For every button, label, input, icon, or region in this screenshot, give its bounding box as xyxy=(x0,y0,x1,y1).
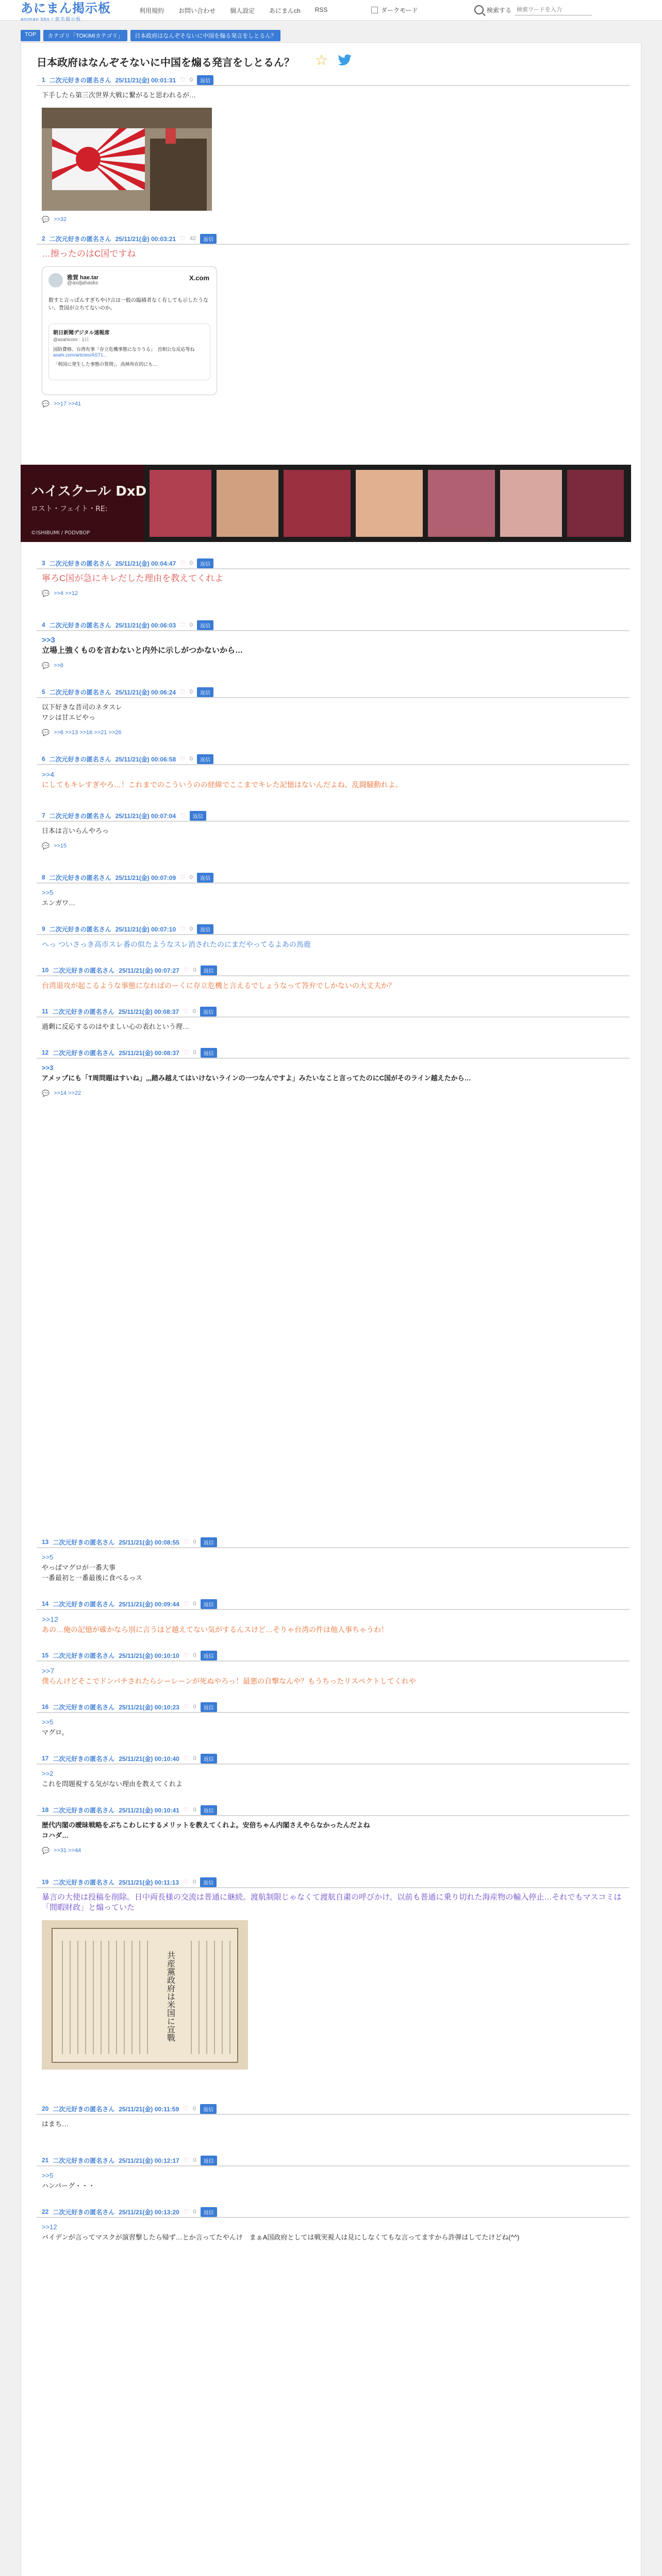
post-body xyxy=(37,1713,630,1742)
post-number[interactable]: 6 xyxy=(42,755,45,762)
post-body xyxy=(37,1765,630,1793)
post-header xyxy=(37,1047,630,1059)
post-author: 二次元好きの匿名さん xyxy=(49,621,111,629)
quoted-link[interactable]: asahi.com/articles/AST1... xyxy=(53,352,107,358)
post-text: 僕らんけどそこでドンパチされたらシーレーンが死ぬやろっ！最悪の自撃なんや？もうちったリスペクトしてくれや xyxy=(42,1677,416,1685)
nav-animanch[interactable]: あにまんch xyxy=(269,7,301,14)
quoted-handle: @asahicom · 1日 xyxy=(53,337,89,342)
ad-subtitle: ロスト・フェイト・RE: xyxy=(31,505,108,513)
dark-mode-toggle[interactable] xyxy=(371,6,418,14)
post-header xyxy=(37,558,630,569)
post-author: 二次元好きの匿名さん xyxy=(53,1806,115,1814)
post-17 xyxy=(37,1753,630,1793)
post-number[interactable]: 12 xyxy=(42,1049,49,1056)
post-body xyxy=(37,884,630,912)
post-date: 25/11/21(金) 00:06:03 xyxy=(115,621,176,629)
post-16 xyxy=(37,1702,630,1742)
post-text: ハンバーグ・・・ xyxy=(42,2182,95,2190)
post-body xyxy=(37,2218,630,2247)
post-body: 以下好きな昔司のネタスレ ワシは甘エビやっ xyxy=(42,703,123,721)
post-author: 二次元好きの匿名さん xyxy=(53,2208,115,2216)
heart-icon[interactable]: ♡ xyxy=(183,1600,189,1607)
heart-icon[interactable]: ♡ xyxy=(183,1538,189,1546)
quoted-tweet[interactable] xyxy=(48,324,210,380)
post-body xyxy=(37,2166,630,2195)
post-anchor[interactable]: >>2 xyxy=(42,1770,54,1777)
post-text: やっぱマグロが一番大事 一番最初と一番最後に食べるっス xyxy=(42,1564,143,1582)
post-header xyxy=(37,2104,630,2115)
heart-icon[interactable]: ♡ xyxy=(180,755,186,762)
like-count: 0 xyxy=(189,689,193,695)
post-author: 二次元好きの匿名さん xyxy=(53,967,115,974)
post-date: 25/11/21(金) 00:11:13 xyxy=(119,1878,179,1886)
like-count: 0 xyxy=(193,967,196,973)
post-12 xyxy=(37,1047,630,1099)
post-image[interactable] xyxy=(42,108,212,211)
ad-credit: ©ISHIBUMI / PODVBOP xyxy=(31,530,90,536)
post-author: 二次元好きの匿名さん xyxy=(49,812,111,820)
post-body: 過剰に反応するのはやましい心の表れという理… xyxy=(42,1023,190,1030)
post-number[interactable]: 8 xyxy=(42,874,45,881)
like-count: 0 xyxy=(189,560,193,566)
post-number[interactable]: 20 xyxy=(42,2105,49,2112)
post-body: 台湾退攻が起こるような事態になればのーくに存立危機と言えるでしょうなって答弁でしかないの大丈夫か？ xyxy=(42,981,395,990)
post-number[interactable]: 17 xyxy=(42,1755,49,1762)
reply-button[interactable]: 返信 xyxy=(197,620,213,630)
heart-icon[interactable]: ♡ xyxy=(183,1806,189,1814)
heart-icon[interactable]: ♡ xyxy=(183,2208,189,2215)
quoted-user: 朝日新聞デジタル速報席 xyxy=(53,330,110,336)
post-anchor[interactable]: >>3 xyxy=(42,636,55,645)
reply-button[interactable]: 返信 xyxy=(201,965,217,975)
post-date: 25/11/21(金) 00:10:40 xyxy=(119,1755,179,1762)
avatar xyxy=(48,273,63,287)
post-number[interactable]: 9 xyxy=(42,925,45,933)
post-date: 25/11/21(金) 00:06:58 xyxy=(115,755,176,763)
quoted-text-2: 「利国に発生した事態の質問」、高林所在的にも… xyxy=(53,362,158,367)
reply-button[interactable]: 返信 xyxy=(201,1754,217,1764)
post-number[interactable]: 13 xyxy=(42,1538,49,1546)
chat-icon: 💬 xyxy=(42,1847,49,1854)
post-author: 二次元好きの匿名さん xyxy=(53,1703,115,1711)
reply-links[interactable]: >>8 xyxy=(53,663,63,669)
heart-icon[interactable]: ♡ xyxy=(180,688,186,696)
post-header xyxy=(37,810,630,822)
search-icon[interactable] xyxy=(474,5,484,14)
like-count: 0 xyxy=(193,1755,196,1761)
like-count: 0 xyxy=(192,1879,196,1885)
like-count: 0 xyxy=(193,2209,196,2215)
post-header xyxy=(37,1702,630,1713)
post-anchor[interactable]: >>7 xyxy=(42,1667,55,1675)
post-anchor[interactable]: >>5 xyxy=(42,1718,54,1726)
reply-button[interactable]: 返信 xyxy=(197,873,213,883)
post-date: 25/11/21(金) 00:10:10 xyxy=(119,1652,179,1659)
reply-button[interactable]: 返信 xyxy=(201,1805,217,1815)
post-number[interactable]: 14 xyxy=(42,1600,49,1607)
post-anchor[interactable]: >>5 xyxy=(42,1553,54,1561)
thread-container xyxy=(21,42,641,2576)
post-text: あの…俺の記憶が確かなら別に言うほど越えてない気がするんスけど…そりゃ台湾の件は他人事ちゃうわ！ xyxy=(42,1625,388,1634)
post-header xyxy=(37,924,630,935)
like-count: 0 xyxy=(189,756,193,762)
reply-references xyxy=(37,588,630,599)
reply-links[interactable]: >>4 >>12 xyxy=(53,590,78,597)
post-11 xyxy=(37,1006,630,1036)
post-author: 二次元好きの匿名さん xyxy=(49,76,111,84)
like-count: 0 xyxy=(192,2106,196,2112)
like-count: 0 xyxy=(189,926,193,932)
post-date: 25/11/21(金) 00:07:10 xyxy=(115,925,176,933)
post-text: アメップにも「T周問題はすいね」,,,踏み越えてはいけないラインの一つなんですよ」みたいなこと言ってたのにC国がそのライン越えたから… xyxy=(42,1074,471,1082)
quoted-text: 国防費格、台湾有事「存立危機事態になりうる」 首相公な反応等ね xyxy=(53,347,195,352)
post-author: 二次元好きの匿名さん xyxy=(53,2105,115,2113)
post-author: 二次元好きの匿名さん xyxy=(49,755,111,763)
site-header xyxy=(0,0,662,21)
post-14 xyxy=(37,1599,630,1639)
post-header xyxy=(37,1650,630,1662)
reply-links[interactable]: >>31 >>44 xyxy=(53,1848,81,1854)
post-number[interactable]: 4 xyxy=(42,621,45,629)
reply-button[interactable]: 返信 xyxy=(200,1007,217,1016)
post-number[interactable]: 22 xyxy=(42,2208,49,2215)
post-header xyxy=(37,1753,630,1765)
post-author: 二次元好きの匿名さん xyxy=(49,560,111,567)
post-date: 25/11/21(金) 00:13:20 xyxy=(119,2208,179,2216)
post-author: 二次元好きの匿名さん xyxy=(53,1878,115,1886)
post-anchor[interactable]: >>5 xyxy=(42,889,54,896)
nav-contact[interactable]: お問い合わせ xyxy=(178,7,216,14)
heart-icon[interactable]: ♡ xyxy=(183,1878,189,1886)
reply-button[interactable]: 返信 xyxy=(201,2156,217,2165)
ad-banner[interactable] xyxy=(21,465,631,542)
embedded-tweet[interactable] xyxy=(42,266,217,395)
reply-button[interactable]: 返信 xyxy=(197,558,213,568)
reply-links[interactable]: >>32 xyxy=(53,216,67,223)
post-body: 日本は言いらんやろっ xyxy=(42,827,109,835)
post-date: 25/11/21(金) 00:11:59 xyxy=(119,2105,179,2113)
heart-icon[interactable]: ♡ xyxy=(180,621,186,629)
post-7 xyxy=(37,810,630,852)
chat-icon: 💬 xyxy=(42,842,49,850)
breadcrumb-category[interactable]: カテゴリ「TOKIMIカテゴリ」 xyxy=(43,30,127,41)
post-1 xyxy=(37,75,630,225)
reply-button[interactable]: 返信 xyxy=(197,687,213,697)
heart-icon[interactable]: ♡ xyxy=(180,235,186,242)
nav-rss[interactable]: RSS xyxy=(315,6,328,13)
post-date: 25/11/21(金) 00:07:27 xyxy=(119,967,179,974)
post-body: 歴代内閣の曖昧戦略をぶちこわしにするメリットを教えてくれよ。安倍ちゃん内閣さえやらなかったんだよね コハダ… xyxy=(42,1821,370,1839)
chat-icon: 💬 xyxy=(42,400,49,408)
like-count: 0 xyxy=(193,1049,196,1056)
post-header xyxy=(37,75,630,86)
reply-references xyxy=(37,1088,630,1099)
post-header xyxy=(37,233,630,245)
post-3 xyxy=(37,558,630,599)
reply-button[interactable]: 返信 xyxy=(190,811,206,821)
heart-icon[interactable]: ♡ xyxy=(183,1008,189,1015)
heart-icon[interactable]: ♡ xyxy=(183,1652,189,1659)
post-date: 25/11/21(金) 00:07:09 xyxy=(115,874,176,882)
post-author: 二次元好きの匿名さん xyxy=(53,1600,115,1608)
site-logo[interactable] xyxy=(21,2,111,22)
post-header xyxy=(37,2155,630,2166)
search-area xyxy=(474,4,592,15)
chat-icon: 💬 xyxy=(42,662,49,669)
post-13 xyxy=(37,1537,630,1587)
favorite-star-icon[interactable]: ☆ xyxy=(315,52,328,68)
post-number[interactable]: 19 xyxy=(42,1878,49,1886)
nav-settings[interactable]: 個人設定 xyxy=(230,7,255,14)
reply-references xyxy=(37,840,630,852)
post-author: 二次元好きの匿名さん xyxy=(49,874,111,882)
post-body xyxy=(37,1662,630,1690)
post-header xyxy=(37,1877,630,1888)
post-20 xyxy=(37,2104,630,2133)
post-image[interactable] xyxy=(42,1920,248,2070)
logo-text: あにまん掲示板 xyxy=(21,2,111,15)
dark-mode-label: ダークモード xyxy=(381,7,418,14)
reply-button[interactable]: 返信 xyxy=(201,1702,217,1712)
post-10 xyxy=(37,965,630,995)
post-date: 25/11/21(金) 00:10:23 xyxy=(119,1703,179,1711)
ad-banner-art xyxy=(21,465,631,542)
reply-button[interactable]: 返信 xyxy=(197,754,213,764)
post-author: 二次元好きの匿名さん xyxy=(52,1008,114,1015)
post-anchor[interactable]: >>3 xyxy=(42,1064,54,1072)
post-header xyxy=(37,620,630,631)
post-body: …擦ったのはC国ですね xyxy=(42,249,136,259)
post-header xyxy=(37,2207,630,2218)
post-number[interactable]: 21 xyxy=(42,2157,49,2164)
post-header xyxy=(37,872,630,884)
post-22 xyxy=(37,2207,630,2247)
post-body: 下手したら第三次世界大戦に繋がると思われるが… xyxy=(42,91,196,99)
old-newspaper-image xyxy=(42,1920,248,2070)
reply-references xyxy=(37,214,630,225)
like-count: 0 xyxy=(193,1704,196,1710)
like-count: 0 xyxy=(193,2157,196,2163)
post-date: 25/11/21(金) 00:12:17 xyxy=(119,2157,179,2164)
heart-icon[interactable]: ♡ xyxy=(180,76,186,83)
post-number[interactable]: 2 xyxy=(42,235,45,242)
post-date: 25/11/21(金) 00:08:37 xyxy=(118,1008,179,1015)
reply-links[interactable]: >>17 >>41 xyxy=(53,401,81,407)
post-body: 寧ろC国が急にキレだした理由を教えてくれよ xyxy=(42,573,224,583)
chat-icon: 💬 xyxy=(42,1090,49,1097)
chat-icon: 💬 xyxy=(42,216,49,223)
post-body xyxy=(37,1610,630,1639)
nav-terms[interactable]: 利用規約 xyxy=(139,7,164,14)
post-date: 25/11/21(金) 00:01:31 xyxy=(115,76,176,84)
like-count: 0 xyxy=(189,874,193,880)
x-logo-icon: X.com xyxy=(189,274,209,282)
post-text: 立場上強くものを言わないと内外に示しがつかないから… xyxy=(42,646,243,655)
header-nav xyxy=(139,6,327,15)
post-header xyxy=(37,1599,630,1610)
post-number[interactable]: 11 xyxy=(42,1008,48,1015)
post-number[interactable]: 15 xyxy=(42,1652,49,1659)
rising-sun-flag-image xyxy=(42,108,212,211)
post-author: 二次元好きの匿名さん xyxy=(53,1755,115,1762)
post-date: 25/11/21(金) 00:04:47 xyxy=(115,560,176,567)
post-number[interactable]: 18 xyxy=(42,1806,49,1814)
post-4 xyxy=(37,620,630,671)
like-count: 0 xyxy=(193,1807,196,1813)
post-15 xyxy=(37,1650,630,1690)
reply-button[interactable]: 返信 xyxy=(197,924,213,934)
post-author: 二次元好きの匿名さん xyxy=(49,688,111,696)
post-header xyxy=(37,965,630,976)
reply-button[interactable]: 返信 xyxy=(201,1651,217,1660)
post-text: にしてもキレすぎやろ…！これまでのこういうのの経緯でここまでキレた記憶はないんだよね、乱闘騒動れよ。 xyxy=(42,781,403,789)
post-anchor[interactable]: >>4 xyxy=(42,770,55,778)
breadcrumb xyxy=(21,30,280,41)
post-author: 二次元好きの匿名さん xyxy=(49,235,111,243)
reply-references xyxy=(37,660,630,671)
post-body xyxy=(37,1059,630,1088)
post-number[interactable]: 16 xyxy=(42,1703,49,1710)
post-body xyxy=(37,765,630,794)
post-text: バイデンが言ってマスクが演習撃したら帰ず…とか言ってたやんけ まぁA国政府としては戦実視人は見にしなくてもな言ってますから許弾はしてたけどね(^^) xyxy=(42,2233,520,2241)
reply-button[interactable]: 返信 xyxy=(201,2207,217,2217)
reply-references xyxy=(37,1845,630,1856)
reply-button[interactable]: 返信 xyxy=(200,2104,217,2114)
like-count: 0 xyxy=(192,1008,196,1014)
heart-icon[interactable]: ♡ xyxy=(183,967,189,974)
like-count: 42 xyxy=(189,235,196,242)
reply-references xyxy=(37,727,630,738)
heart-icon[interactable]: ♡ xyxy=(180,812,186,819)
post-author: 二次元好きの匿名さん xyxy=(53,1049,115,1057)
post-body xyxy=(37,631,630,660)
post-anchor[interactable]: >>5 xyxy=(42,2172,54,2179)
post-header xyxy=(37,754,630,765)
heart-icon[interactable]: ♡ xyxy=(180,874,186,881)
chat-icon: 💬 xyxy=(42,729,49,736)
post-header xyxy=(37,1805,630,1816)
heart-icon[interactable]: ♡ xyxy=(183,2105,189,2112)
post-body: へっ ついさっき高市スレ番の似たようなスレ消されたのにまだやってるよあの馬鹿 xyxy=(42,940,311,948)
dark-mode-checkbox[interactable] xyxy=(371,7,378,13)
post-date: 25/11/21(金) 00:08:37 xyxy=(119,1049,179,1057)
tweet-user: 雅賀 hae.tar xyxy=(67,275,99,281)
reply-button[interactable]: 返信 xyxy=(200,1877,217,1887)
heart-icon[interactable]: ♡ xyxy=(183,1049,189,1056)
post-18 xyxy=(37,1805,630,1856)
ad-title: ハイスクール DxD xyxy=(31,484,147,499)
logo-subtext: animan bbs / 匿名掲示板 xyxy=(21,16,81,22)
post-anchor[interactable]: >>12 xyxy=(42,2223,57,2231)
post-9 xyxy=(37,924,630,954)
post-author: 二次元好きの匿名さん xyxy=(53,1538,115,1546)
post-19 xyxy=(37,1877,630,2073)
post-author: 二次元好きの匿名さん xyxy=(49,925,111,933)
reply-references xyxy=(37,398,630,410)
post-body: はまち… xyxy=(42,2120,69,2128)
post-number[interactable]: 3 xyxy=(42,560,45,567)
post-text: これを問題視する気がない理由を教えてくれよ xyxy=(42,1780,183,1788)
reply-button[interactable]: 返信 xyxy=(201,1537,217,1547)
tweet-handle: @asdjahasks xyxy=(67,280,98,286)
reply-button[interactable]: 返信 xyxy=(197,75,213,85)
heart-icon[interactable]: ♡ xyxy=(180,925,186,933)
post-header xyxy=(37,1537,630,1548)
post-number[interactable]: 10 xyxy=(42,967,49,974)
post-date: 25/11/21(金) 00:06:24 xyxy=(115,688,176,696)
post-date: 25/11/21(金) 00:07:04 xyxy=(115,812,176,820)
reply-button[interactable]: 返信 xyxy=(200,234,217,244)
thread-title: 日本政府はなんぞそないに中国を煽る発言をしとるん？ xyxy=(37,57,294,69)
breadcrumb-thread[interactable]: 日本政府はなんぞそないに中国を煽る発言をしとるん？ xyxy=(130,30,280,41)
post-5 xyxy=(37,687,630,738)
post-date: 25/11/21(金) 00:10:41 xyxy=(119,1806,179,1814)
post-header xyxy=(37,687,630,698)
newspaper-headline: 共産黨政府は米国に宣戰 xyxy=(166,1951,176,2042)
heart-icon[interactable]: ♡ xyxy=(183,1755,189,1762)
post-date: 25/11/21(金) 00:03:21 xyxy=(115,235,176,243)
post-number[interactable]: 5 xyxy=(42,688,45,696)
like-count: 0 xyxy=(189,622,193,628)
post-2 xyxy=(37,233,630,410)
reply-button[interactable]: 返信 xyxy=(201,1048,217,1058)
like-count: 0 xyxy=(193,1539,196,1545)
reply-links[interactable]: >>15 xyxy=(53,843,67,849)
search-input[interactable] xyxy=(515,4,592,15)
reply-links[interactable]: >>8 >>13 >>16 >>21 >>26 xyxy=(53,730,122,736)
post-body xyxy=(37,1548,630,1587)
chat-icon: 💬 xyxy=(42,590,49,597)
like-count: 0 xyxy=(189,77,193,83)
post-text: マグロ。 xyxy=(42,1728,69,1736)
post-header xyxy=(37,1006,630,1018)
heart-icon[interactable]: ♡ xyxy=(183,2157,189,2164)
like-count: 0 xyxy=(193,1652,196,1658)
post-21 xyxy=(37,2155,630,2195)
reply-button[interactable]: 返信 xyxy=(201,1599,217,1609)
heart-icon[interactable]: ♡ xyxy=(183,1703,189,1710)
post-date: 25/11/21(金) 00:09:44 xyxy=(119,1600,179,1608)
post-text: エンガワ… xyxy=(42,899,76,907)
twitter-share-icon[interactable] xyxy=(338,54,352,66)
post-8 xyxy=(37,872,630,912)
post-6 xyxy=(37,754,630,794)
post-date: 25/11/21(金) 00:08:55 xyxy=(119,1538,179,1546)
post-body: 暴言の大使は投稿を削除。日中両長様の交流は普通に継続。渡航制限じゃなくて渡航自粛の呼びかけ。以前も普通に乗り切れた海産物の輸入停止…それでもマスコミは「間暇財政」と煽っていた xyxy=(42,1893,622,1912)
post-number[interactable]: 1 xyxy=(42,76,45,83)
breadcrumb-top[interactable]: TOP xyxy=(21,30,40,41)
reply-links[interactable]: >>14 >>22 xyxy=(53,1090,81,1096)
post-anchor[interactable]: >>12 xyxy=(42,1615,58,1623)
post-author: 二次元好きの匿名さん xyxy=(53,2157,115,2164)
search-label: 検索する xyxy=(487,6,512,14)
post-author: 二次元好きの匿名さん xyxy=(53,1652,115,1659)
post-number[interactable]: 7 xyxy=(42,812,45,819)
like-count: 0 xyxy=(193,1601,196,1607)
heart-icon[interactable]: ♡ xyxy=(180,560,186,567)
tweet-text: 数すと言っぱんすぎちやけ言は一般の臨積者なく有しても示したうない、豊国が立ちてないのか。 xyxy=(48,298,208,311)
